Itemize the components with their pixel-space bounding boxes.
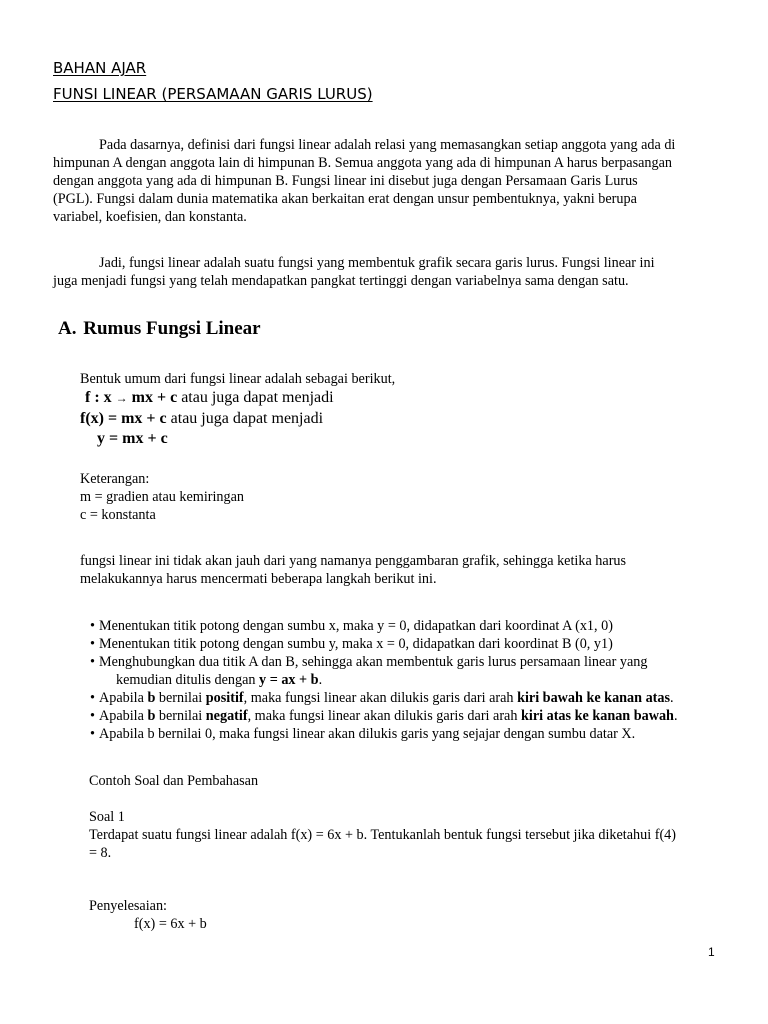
bullet-icon: • [90, 726, 95, 742]
doc-title-line1: BAHAN AJAR [53, 59, 147, 77]
intro-p2-line: Jadi, fungsi linear adalah suatu fungsi yang membentuk grafik secara garis lurus. Fungsi linear ini [99, 255, 655, 271]
intro-p1-line: Pada dasarnya, definisi dari fungsi linear adalah relasi yang memasangkan setiap anggota yang ada di [99, 137, 676, 153]
arrow-icon: → [115, 391, 128, 405]
bullet-text: , maka fungsi linear akan dilukis garis dari arah [243, 690, 518, 706]
formula-2-bold: f(x) = mx + c [80, 410, 167, 427]
formula-1 [85, 388, 334, 408]
bullet-text: . [670, 690, 674, 706]
section-a-heading [58, 318, 261, 340]
bullet-text: Menentukan titik potong dengan sumbu y, maka x = 0, didapatkan dari koordinat B (0, y1) [99, 636, 613, 652]
bullet-bold: kiri bawah ke kanan atas [517, 690, 671, 706]
intro-paragraph-1 [53, 136, 718, 226]
bullet-text: kemudian ditulis dengan [116, 672, 260, 688]
formula-1-bold: f : x [85, 389, 112, 406]
intro-p1-line: variabel, koefisien, dan konstanta. [53, 209, 247, 225]
bullet-item [90, 617, 730, 635]
bullet-text: . [318, 672, 323, 688]
formula-1-bold2: mx + c [131, 389, 178, 406]
bullet-bold: positif [205, 690, 244, 706]
section-a-title: Rumus Fungsi Linear [83, 318, 261, 339]
graph-para-line: melakukannya harus mencermati beberapa langkah berikut ini. [80, 571, 437, 587]
m-definition: m = gradien atau kemiringan [80, 489, 245, 505]
bullet-continuation [90, 671, 756, 689]
bullet-icon: • [90, 654, 95, 670]
bullet-bold: b [147, 708, 156, 724]
intro-p1-line: dengan anggota yang ada di himpunan B. Fungsi linear ini disebut juga dengan Persamaan Garis Lurus [53, 173, 638, 189]
bullet-icon: • [90, 708, 95, 724]
bullet-text: bernilai [155, 690, 206, 706]
bullet-item [90, 707, 730, 725]
penyelesaian-label: Penyelesaian: [89, 898, 168, 914]
bullet-icon: • [90, 618, 95, 634]
bullet-item [90, 635, 730, 653]
graph-para-line: fungsi linear ini tidak akan jauh dari yang namanya penggambaran grafik, sehingga ketika harus [80, 553, 627, 569]
formula-2 [80, 409, 323, 429]
intro-p1-line: (PGL). Fungsi dalam dunia matematika akan berkaitan erat dengan unsur pembentuknya, yakni berupa [53, 191, 637, 207]
bullet-icon: • [90, 690, 95, 706]
bullet-text: Apabila [99, 690, 148, 706]
page-number: 1 [708, 945, 715, 959]
bullet-text: . [673, 708, 678, 724]
bullet-item [90, 725, 730, 743]
bullet-bold: kiri atas ke kanan bawah [521, 708, 674, 724]
bullet-text: Apabila b bernilai 0, maka fungsi linear akan dilukis garis yang sejajar dengan sumbu datar X. [99, 726, 636, 742]
keterangan-label: Keterangan: [80, 471, 150, 487]
soal-label: Soal 1 [89, 809, 125, 825]
bullet-text: Menghubungkan dua titik A dan B, sehingga akan membentuk garis lurus persamaan linear yang [99, 654, 648, 670]
soal-text-line: Terdapat suatu fungsi linear adalah f(x) = 6x + b. Tentukanlah bentuk fungsi tersebut jika diketahui f(4) [89, 827, 676, 843]
contoh-heading: Contoh Soal dan Pembahasan [89, 773, 259, 789]
bullet-text: Apabila [99, 708, 148, 724]
c-definition: c = konstanta [80, 507, 156, 523]
doc-title-line2: FUNSI LINEAR (PERSAMAAN GARIS LURUS) [53, 85, 373, 103]
formula-2-rest: atau juga dapat menjadi [166, 410, 324, 427]
bullet-text: bernilai [155, 708, 206, 724]
bullet-bold: negatif [205, 708, 248, 724]
section-a-number: A. [58, 318, 77, 339]
formula-lead: Bentuk umum dari fungsi linear adalah sebagai berikut, [80, 371, 396, 387]
bullet-text: Menentukan titik potong dengan sumbu x, maka y = 0, didapatkan dari koordinat A (x1, 0) [99, 618, 613, 634]
bullet-bold: b [147, 690, 156, 706]
intro-paragraph-2 [53, 254, 718, 290]
soal-text-line: = 8. [89, 845, 112, 861]
formula-1-rest: atau juga dapat menjadi [177, 389, 334, 406]
formula-3 [97, 429, 168, 449]
bullet-bold: y = ax + b [259, 672, 319, 688]
solution-step: f(x) = 6x + b [134, 916, 207, 932]
formula-3-bold: y = mx + c [97, 430, 168, 447]
bullet-item [90, 689, 730, 707]
bullet-icon: • [90, 636, 95, 652]
bullet-text: , maka fungsi linear akan dilukis garis dari arah [247, 708, 521, 724]
bullet-item [90, 653, 730, 671]
intro-p1-line: himpunan A dengan anggota lain di himpunan B. Semua anggota yang ada di himpunan A harus berpasangan [53, 155, 672, 171]
intro-p2-line: juga menjadi fungsi yang telah mendapatkan pangkat tertinggi dengan variabelnya sama dengan satu. [53, 273, 629, 289]
